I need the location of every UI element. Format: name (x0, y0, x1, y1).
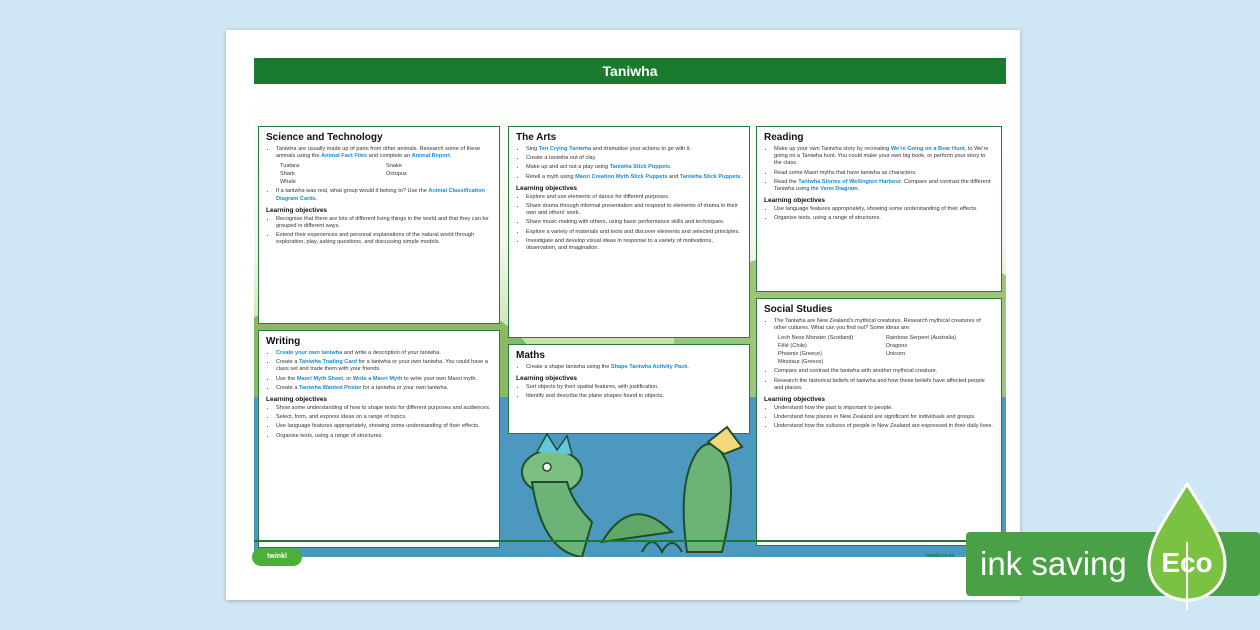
wellington-harbour-link[interactable]: Taniwha Stories of Wellington Harbour (798, 178, 901, 185)
science-bullet: • Taniwha are usually made up of parts from other animals. Research some of these animals using the Animal Fact Files and complete an Animal Report. (276, 146, 492, 160)
maths-bullet: • Create a shape taniwha using the Shape Taniwha Activity Pack. (526, 364, 742, 371)
eco-label: Eco (1161, 547, 1213, 578)
writing-bullet: • Use the Maori Myth Sheet, or Write a Maori Myth to write your own Maori myth. (276, 376, 492, 383)
arts-bullet: • Make up and act out a play using Taniwha Stick Puppets. (526, 164, 742, 171)
animal-item: Whale (280, 179, 296, 186)
animal-item: Tuatara (280, 163, 300, 170)
arts-bullet: • Create a taniwha out of clay. (526, 155, 742, 162)
write-maori-myth-link[interactable]: Write a Maori Myth (352, 375, 403, 382)
wanted-poster-link[interactable]: Taniwha Wanted Poster (299, 384, 362, 391)
learning-objectives-heading: Learning objectives (266, 206, 328, 214)
ten-crying-taniwha-link[interactable]: Ten Crying Taniwha (538, 146, 592, 152)
animal-report-link[interactable]: Animal Report (411, 153, 450, 160)
learning-objective: • Explore a variety of materials and tools and discover elements and selected principles. (526, 229, 742, 236)
social-bullet: • The Taniwha are New Zealand's mythical creatures. Research mythical creatures of other cultures. What can you find out? Some ideas are: (774, 318, 994, 332)
maths-heading: Maths (516, 350, 545, 361)
writing-bullet: • Create a Taniwha Trading Card for a taniwha or your own taniwha. You could have a class set and trade them with your friends. (276, 359, 492, 373)
activity-board (254, 92, 1006, 557)
learning-objective: • Share music-making with others, using basic performance skills and techniques. (526, 219, 742, 226)
writing-bullet: • Create a Taniwha Wanted Poster for a taniwha or your own taniwha. (276, 385, 492, 392)
learning-objective: • Organise texts, using a range of structures. (276, 433, 492, 440)
reading-bullet: • Read the Taniwha Stories of Wellington Harbour. Compare and contrast the different Taniwha using the Venn Diagram. (774, 179, 994, 193)
writing-box (258, 330, 500, 548)
learning-objective: • Understand how the past is important to people. (774, 405, 994, 412)
taniwha-eye (543, 463, 551, 471)
creature-item: Dragons (886, 343, 908, 350)
writing-bullet: • Create your own taniwha and write a description of your taniwha. (276, 350, 492, 357)
learning-objective: • Understand how places in New Zealand are significant for individuals and groups. (774, 414, 994, 421)
taniwha-crest (537, 434, 572, 454)
shape-taniwha-pack-link[interactable]: Shape Taniwha Activity Pack (610, 364, 688, 370)
learning-objective: • Share drama through informal presentation and respond to elements of drama in their own and others' work. (526, 203, 742, 217)
animal-item: Snake (386, 163, 402, 170)
arts-heading: The Arts (516, 132, 557, 143)
animal-item: Octopus (386, 171, 407, 178)
taniwha-splash (642, 542, 682, 552)
reading-bullet: • Read some Maori myths that have taniwha as characters. (774, 170, 994, 177)
arts-box (508, 126, 750, 338)
arts-bullet: • Retell a myth using Maori Creation Myth Stick Puppets and Taniwha Stick Puppets. (526, 174, 742, 181)
learning-objective: • Use language features appropriately, showing some understanding of their effects. (276, 423, 492, 430)
learning-objective: • Sort objects by their spatial features, with justification. (526, 384, 742, 391)
creature-item: Minotaur (Greece) (778, 359, 824, 366)
maori-myth-sheet-link[interactable]: Maori Myth Sheet (296, 375, 344, 382)
ink-saving-label: ink saving (980, 545, 1127, 582)
creature-list (764, 334, 994, 366)
footer-url: twinkl.co.nz (926, 553, 955, 559)
science-heading: Science and Technology (266, 132, 383, 143)
animal-fact-files-link[interactable]: Animal Fact Files (321, 153, 368, 160)
taniwha-illustration (512, 422, 752, 557)
learning-objective: • Recognise that there are lots of different living things in the world and that they can be grouped in different ways. (276, 216, 492, 230)
creature-item: Rainbow Serpent (Australia) (886, 335, 956, 342)
bear-hunt-link[interactable]: We're Going on a Bear Hunt (890, 146, 965, 152)
taniwha-body-hump (602, 514, 672, 542)
science-technology-box (258, 126, 500, 324)
reading-box (756, 126, 1002, 292)
writing-heading: Writing (266, 336, 301, 347)
resource-sheet (226, 30, 1020, 600)
learning-objective: • Extend their experiences and personal explanations of the natural world through exploration, play, asking questions, and discussing simple models. (276, 232, 492, 246)
animal-list (266, 162, 492, 186)
creature-item: Unicorn (886, 351, 906, 358)
learning-objectives-heading: Learning objectives (764, 197, 826, 205)
footer-divider (254, 540, 1006, 542)
maths-box (508, 344, 750, 434)
reading-bullet: • Make up your own Taniwha story by recreating We're Going on a Bear Hunt, to We're going on a Taniwha hunt. You could make your own big book, or perform your story to the class. (774, 146, 994, 168)
learning-objective: • Explore and use elements of dance for different purposes. (526, 194, 742, 201)
learning-objective: • Identify and describe the plane shapes found in objects. (526, 393, 742, 400)
creature-item: Phoenix (Greece) (778, 351, 822, 358)
science-bullet: • If a taniwha was real, what group would it belong to? Use the Animal Classification Diagram Cards. (276, 188, 492, 202)
trading-card-link[interactable]: Taniwha Trading Card (299, 359, 358, 366)
creature-item: Fêlé (Chile) (778, 343, 807, 350)
social-bullet: • Compare and contrast the taniwha with another mythical creature. (774, 368, 994, 375)
animal-item: Shark (280, 171, 295, 178)
eco-leaf-icon (1143, 482, 1231, 610)
learning-objectives-heading: Learning objectives (516, 184, 578, 192)
page-title: Taniwha (254, 58, 1006, 84)
taniwha-neck (684, 444, 731, 552)
learning-objective: • Show some understanding of how to shape texts for different purposes and audiences. (276, 405, 492, 412)
social-heading: Social Studies (764, 304, 833, 315)
reading-heading: Reading (764, 132, 804, 143)
learning-objective: • Select, form, and express ideas on a range of topics. (276, 414, 492, 421)
learning-objective: • Investigate and develop visual ideas in response to a variety of motivations, observation, and imagination. (526, 238, 742, 252)
learning-objectives-heading: Learning objectives (266, 396, 328, 404)
arts-bullet: • Sing Ten Crying Taniwha and dramatise your actions to go with it. (526, 146, 742, 153)
create-taniwha-link[interactable]: Create your own taniwha (276, 350, 343, 356)
learning-objective: • Organise texts, using a range of structures. (774, 215, 994, 222)
learning-objective: • Use language features appropriately, showing some understanding of their effects. (774, 206, 994, 213)
social-studies-box (756, 298, 1002, 546)
stick-puppets-link[interactable]: Taniwha Stick Puppets (609, 164, 671, 171)
twinkl-logo: twinkl (252, 548, 302, 566)
stick-puppets-link[interactable]: Taniwha Stick Puppets (679, 173, 741, 180)
creation-myth-puppets-link[interactable]: Maori Creation Myth Stick Puppets (575, 173, 668, 180)
learning-objective: • Understand how the cultures of people in New Zealand are expressed in their daily lives. (774, 423, 994, 430)
social-bullet: • Research the historical beliefs of taniwha and how these beliefs have affected people and places. (774, 378, 994, 392)
classification-cards-link[interactable]: Animal Classification Diagram Cards (276, 188, 485, 202)
learning-objectives-heading: Learning objectives (516, 375, 578, 383)
creature-item: Loch Ness Monster (Scotland) (778, 335, 854, 342)
learning-objectives-heading: Learning objectives (764, 396, 826, 404)
taniwha-head-body (532, 482, 592, 557)
venn-diagram-link[interactable]: Venn Diagram (820, 186, 858, 193)
